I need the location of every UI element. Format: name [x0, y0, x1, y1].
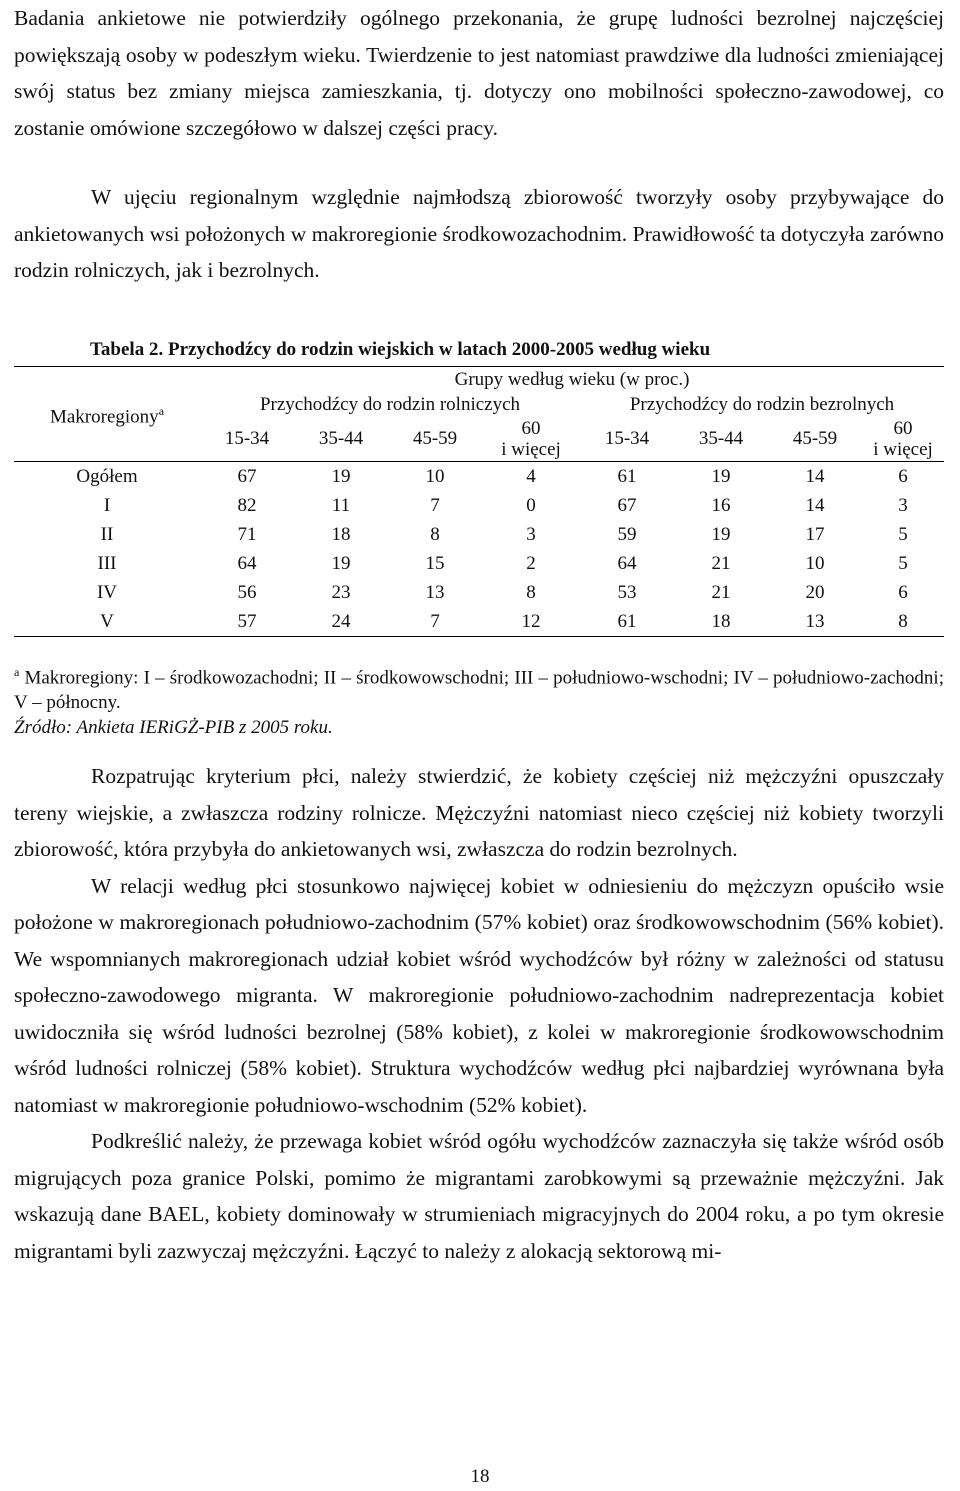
table-cell: 71	[237, 523, 257, 545]
table-cell: 23	[331, 581, 351, 603]
table-cell: 6	[898, 581, 908, 603]
table-cell: 11	[331, 494, 351, 516]
age-col-b4-top: 60	[893, 418, 913, 439]
table-cell: 82	[237, 494, 257, 516]
table-cell: 16	[711, 494, 731, 516]
table-cell: 5	[898, 523, 908, 545]
age-col-a4-top: 60	[521, 418, 541, 439]
table-cell: 15	[425, 552, 445, 574]
row-label: III	[97, 552, 117, 574]
age-col-a4-bottom: i więcej	[501, 439, 561, 460]
row-label: V	[14, 607, 200, 637]
table-cell: 20	[805, 581, 825, 603]
table-notes	[14, 660, 944, 740]
paragraph-2: W ujęciu regionalnym względnie najmłodszą zbiorowość tworzyły osoby przybywające do ankietowanych wsi położonych w makroregionie środkowozachodnim. Prawidłowość ta dotyczyła zarówno rodzin rolniczych, jak i bezrolnych.	[14, 185, 944, 282]
group-header: Grupy według wieku (w proc.)	[200, 367, 944, 393]
table-cell: 19	[711, 465, 731, 487]
table-row	[14, 462, 944, 492]
table-cell: 4	[526, 465, 536, 487]
table-cell: 6	[898, 465, 908, 487]
table-cell: 67	[617, 494, 637, 516]
table-cell: 2	[526, 552, 536, 574]
table-cell: 19	[331, 552, 351, 574]
table-cell: 21	[711, 552, 731, 574]
table-cell: 67	[237, 465, 257, 487]
table-cell: 19	[331, 465, 351, 487]
table-row	[14, 520, 944, 549]
table-cell: 3	[898, 494, 908, 516]
table-cell: 17	[805, 523, 825, 545]
table-row	[14, 491, 944, 520]
table-cell: 64	[237, 552, 257, 574]
table-footnote	[14, 660, 944, 715]
table-cell: 57	[200, 607, 294, 637]
footnote-text: Makroregiony: I – środkowozachodni; II – środkowowschodni; III – południowo-wschodni; IV – południowo-zachodni; V – północny.	[14, 667, 944, 714]
table-cell: 0	[526, 494, 536, 516]
age-col-b1: 15-34	[580, 417, 674, 462]
row-label: I	[103, 494, 111, 516]
table-cell: 53	[617, 581, 637, 603]
table-cell: 24	[294, 607, 388, 637]
row-header-label: Makroregiony	[49, 406, 159, 428]
table-cell: 10	[805, 552, 825, 574]
paragraph-4: W relacji według płci stosunkowo najwięcej kobiet w odniesieniu do mężczyzn opuściło wsie położone w makroregionach południowo-zachodnim (57% kobiet) oraz środkowowschodnim (56% kobiet). We wspomnianych makroregionach udział kobiet wśród wychodźców był różny w zależności od statusu społeczno-zawodowego migranta. W makroregionie południowo-zachodnim nadreprezentacja kobiet uwidoczniła się wśród ludności bezrolnej (58% kobiet), z kolei w makroregionie środkowowschodnim wśród ludności rolniczej (58% kobiet). Struktura wychodźców według płci najbardziej wyrównana była natomiast w makroregionie południowo-wschodnim (52% kobiet).	[14, 873, 944, 1117]
table-cell: 13	[768, 607, 862, 637]
table-cell: 10	[425, 465, 445, 487]
age-col-a1: 15-34	[200, 417, 294, 462]
age-col-a2: 35-44	[294, 417, 388, 462]
table-cell: 8	[430, 523, 440, 545]
table-cell: 13	[425, 581, 445, 603]
table-cell: 59	[617, 523, 637, 545]
table-cell: 8	[862, 607, 944, 637]
table-row	[14, 549, 944, 578]
age-col-a3: 45-59	[388, 417, 482, 462]
table-cell: 7	[388, 607, 482, 637]
table-cell: 12	[482, 607, 580, 637]
table-cell: 56	[237, 581, 257, 603]
table-source: Źródło: Ankieta IERiGŻ-PIB z 2005 roku.	[14, 717, 333, 739]
table-cell: 18	[674, 607, 768, 637]
age-col-a4	[482, 417, 580, 462]
footnote-sup: a	[14, 665, 20, 679]
row-label: II	[100, 523, 114, 545]
table-cell: 3	[526, 523, 536, 545]
group-a-header: Przychodźcy do rodzin rolniczych	[259, 393, 521, 415]
body-text-bottom	[14, 758, 944, 1269]
table-row	[14, 607, 944, 637]
table-cell: 19	[711, 523, 731, 545]
age-table	[14, 366, 944, 637]
group-b-header: Przychodźcy do rodzin bezrolnych	[629, 393, 895, 415]
table-body	[14, 462, 944, 637]
row-header-cell	[14, 367, 200, 462]
row-label: Ogółem	[76, 465, 138, 487]
paragraph-3: Rozpatrując kryterium płci, należy stwierdzić, że kobiety częściej niż mężczyźni opuszczały tereny wiejskie, a zwłaszcza rodziny rolnicze. Mężczyźni natomiast nieco częściej niż kobiety tworzyli zbiorowość, która przybyła do ankietowanych wsi, zwłaszcza do rodzin bezrolnych.	[14, 764, 944, 861]
age-col-b2: 35-44	[674, 417, 768, 462]
table-cell: 14	[805, 465, 825, 487]
table-cell: 61	[580, 607, 674, 637]
row-header-sup: a	[158, 403, 165, 418]
paragraph-5: Podkreślić należy, że przewaga kobiet wśród ogółu wychodźców zaznaczyła się także wśród osób migrujących poza granice Polski, pomimo że migrantami zarobkowymi są przeważnie mężczyźni. Jak wskazują dane BAEL, kobiety dominowały w strumieniach migracyjnych do 2004 roku, a po tym okresie migrantami byli zazwyczaj mężczyźni. Łączyć to należy z alokacją sektorową mi-	[14, 1129, 944, 1263]
row-label: IV	[96, 581, 118, 603]
table-cell: 5	[898, 552, 908, 574]
table-cell: 14	[805, 494, 825, 516]
paragraph-1: Badania ankietowe nie potwierdziły ogólnego przekonania, że grupę ludności bezrolnej najczęściej powiększają osoby w podeszłym wieku. Twierdzenie to jest natomiast prawdziwe dla ludności zmieniającej swój status bez zmiany miejsca zamieszkania, tj. dotyczy ono mobilności społeczno-zawodowej, co zostanie omówione szczegółowo w dalszej części pracy.	[14, 6, 944, 140]
table-title: Tabela 2. Przychodźcy do rodzin wiejskich w latach 2000-2005 według wieku	[90, 339, 711, 360]
age-col-b4	[862, 417, 944, 462]
age-col-b3: 45-59	[768, 417, 862, 462]
table-row	[14, 578, 944, 607]
table-cell: 18	[331, 523, 351, 545]
age-col-b4-bottom: i więcej	[873, 439, 933, 460]
table-cell: 61	[617, 465, 637, 487]
table-cell: 21	[711, 581, 731, 603]
page-number: 18	[470, 1466, 490, 1487]
table-cell: 8	[526, 581, 536, 603]
table-cell: 64	[617, 552, 637, 574]
table-cell: 7	[430, 494, 440, 516]
